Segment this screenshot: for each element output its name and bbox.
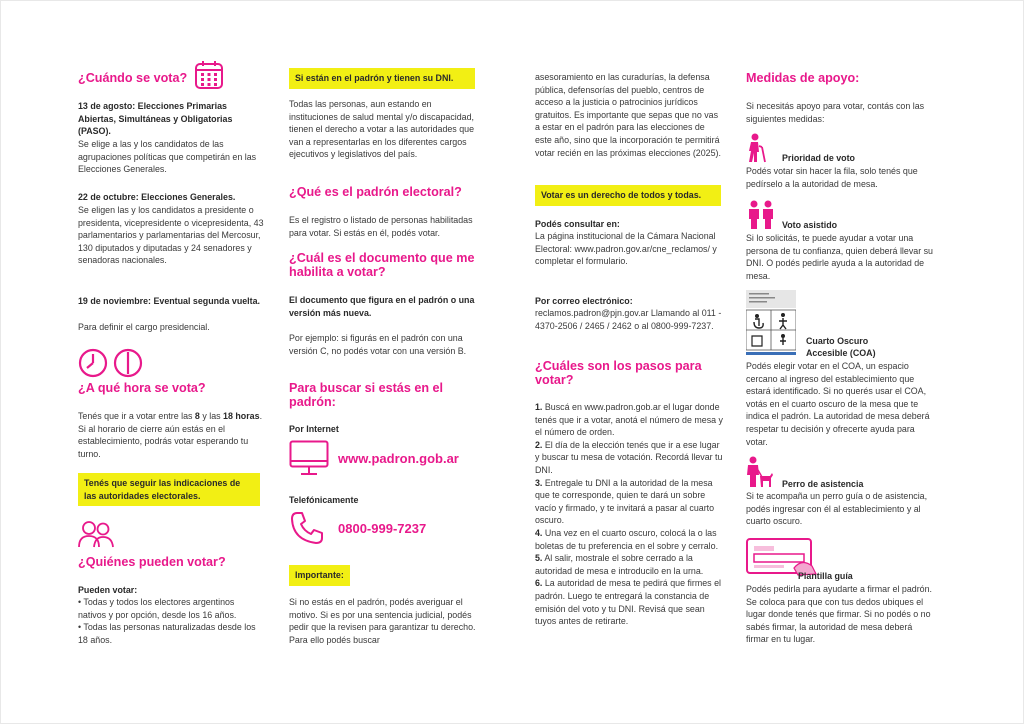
column-3	[535, 0, 723, 724]
intro-text: Todas las personas, aun estando en instituciones de salud mental y/o discapacidad, tienen el derecho a votar a las autoridades que van a representarlas en los diferentes cargos ejecutivos y legislativos del país.	[289, 99, 475, 160]
clock-icon	[78, 348, 144, 378]
doc-example: Por ejemplo: si figurás en el padrón con una versión C, no podés votar con una versión B.	[289, 333, 467, 356]
consult-sub: Podés consultar en:	[535, 219, 620, 229]
general-text: Se eligen las y los candidatos a presidente o presidenta, vicepresidente o vicepresidenta, 43 parlamentarios y parlamentarias del Mercosur, 130 diputados y diputadas y 24 senadores y senadoras nacionales.	[78, 205, 264, 266]
email-sub: Por correo electrónico:	[535, 296, 633, 306]
doc-bold: El documento que figura en el padrón o una versión más nueva.	[289, 295, 475, 318]
list-item: 4. Una vez en el cuarto oscuro, colocá la o las boletas de tu preferencia en el sobre y cerralo.	[535, 527, 719, 551]
priority-text: Podés votar sin hacer la fila, solo tenés que pedírselo a la autoridad de mesa.	[746, 166, 918, 189]
list-item: • Todas las personas naturalizadas desde los 18 años.	[78, 622, 256, 645]
template-title: Plantilla guía	[798, 571, 853, 581]
doc-title: ¿Cuál es el documento que me habilita a votar?	[289, 251, 475, 279]
paso-date: 13 de agosto: Elecciones Primarias Abiertas, Simultáneas y Obligatorias (PASO).	[78, 101, 233, 137]
elderly-person-icon	[746, 133, 768, 163]
column-1	[78, 0, 264, 724]
support-title: Medidas de apoyo:	[746, 71, 860, 85]
list-item: 3. Entregale tu DNI a la autoridad de la mesa que te corresponde, quien te dará un sobre vacío y firmado, y te invitará a pasar al cuarto oscuro.	[535, 477, 715, 526]
phone-label: Telefónicamente	[289, 495, 359, 505]
column-2	[289, 0, 479, 724]
who-list	[78, 596, 264, 646]
support-intro: Si necesitás apoyo para votar, contás con las siguientes medidas:	[746, 101, 925, 124]
calendar-icon	[194, 60, 224, 90]
assisted-title: Voto asistido	[782, 220, 838, 230]
runoff-date: 19 de noviembre: Eventual segunda vuelta.	[78, 296, 260, 306]
coa-title-1: Cuarto Oscuro	[806, 336, 869, 346]
paso-text: Se elige a las y los candidatos de las agrupaciones políticas que competirán en las Elecciones Generales.	[78, 139, 257, 175]
time-title: ¿A qué hora se vota?	[78, 381, 206, 395]
highlight-electoral-authorities: Tenés que seguir las indicaciones de las autoridades electorales.	[78, 473, 260, 506]
coa-title-2: Accesible (COA)	[806, 348, 876, 358]
who-sub: Pueden votar:	[78, 585, 138, 595]
important-text: Si no estás en el padrón, podés averiguar el motivo. Si es por una sentencia judicial, podés pedir que la revisen para garantizar tu derecho. Para ello podés buscar	[289, 597, 476, 645]
steps-title: ¿Cuáles son los pasos para votar?	[535, 359, 702, 387]
phone-icon	[289, 510, 325, 546]
people-icon	[78, 520, 114, 548]
guide-dog-icon	[746, 456, 774, 488]
highlight-right: Votar es un derecho de todos y todas.	[535, 185, 721, 206]
list-item: 5. Al salir, mostrale el sobre cerrado a la autoridad de mesa e introducilo en la urna.	[535, 553, 704, 576]
priority-title: Prioridad de voto	[782, 153, 855, 163]
highlight-padron-dni: Si están en el padrón y tienen su DNI.	[289, 68, 475, 89]
assisted-text: Si lo solicitás, te puede ayudar a votar una persona de tu confianza, quien deberá llevar su DNI. O podés pedirle ayuda a la autoridad de mesa.	[746, 233, 933, 281]
when-title: ¿Cuándo se vota?	[78, 71, 188, 85]
monitor-icon	[289, 440, 329, 476]
accessible-room-sign-icon	[746, 290, 796, 358]
internet-label: Por Internet	[289, 424, 339, 434]
list-item: • Todas y todos los electores argentinos nativos y por opción, desde los 16 años.	[78, 597, 237, 620]
consult-text: La página institucional de la Cámara Nacional Electoral: www.padron.gov.ar/cne_reclamos/ y completar el formulario.	[535, 231, 717, 267]
who-title: ¿Quiénes pueden votar?	[78, 555, 226, 569]
column-4	[746, 0, 936, 724]
coa-text: Podés elegir votar en el COA, un espacio cercano al ingreso del establecimiento que estará identificado. Si no querés usar el COA, votás en el cuarto oscuro de la mesa que te indica el padrón. La autoridad de mesa deberá respetar tu decisión y ofrecerte ayuda para votar.	[746, 361, 930, 447]
general-date: 22 de octubre: Elecciones Generales.	[78, 192, 236, 202]
runoff-text: Para definir el cargo presidencial.	[78, 322, 210, 332]
website-link[interactable]: www.padron.gob.ar	[338, 451, 459, 466]
dog-title: Perro de asistencia	[782, 479, 864, 489]
continuation-text: asesoramiento en las curadurías, la defensa pública, defensorías del pueblo, centros de acceso a la justicia o patrocinios jurídicos gratuitos. Es importante que sepas que no vas a estar en el padrón para las elecciones de este año, sino que la incorporación te permitirá votar recién en las próximas elecciones (2025).	[535, 72, 721, 158]
padron-text: Es el registro o listado de personas habilitadas para votar. Si estás en él, podés votar.	[289, 215, 473, 238]
list-item: 1. Buscá en www.padron.gob.ar el lugar donde tenés que ir a votar, anotá el número de mesa y el número de orden.	[535, 402, 723, 438]
list-item: 2. El día de la elección tenés que ir a ese lugar y buscar tu mesa de votación. Recordá llevar tu DNI.	[535, 439, 723, 475]
time-text: Tenés que ir a votar entre las 8 y las 18 horas. Si al horario de cierre aún estás en el establecimiento, podrás votar esperando tu turno.	[78, 411, 263, 459]
list-item: 6. La autoridad de mesa te pedirá que firmes el padrón. Luego te entregará la constancia de emisión del voto y tu DNI. Revisá que sean tuyos antes de retirarte.	[535, 578, 721, 627]
highlight-important: Importante:	[289, 565, 350, 586]
phone-link[interactable]: 0800-999-7237	[338, 521, 427, 536]
two-people-icon	[746, 200, 776, 230]
dog-text: Si te acompaña un perro guía o de asistencia, podés ingresar con él al establecimiento y al cuarto oscuro.	[746, 491, 928, 527]
email-text: reclamos.padron@pjn.gov.ar Llamando al 011 - 4370-2506 / 2465 / 2462 o al 0800-999-7237.	[535, 308, 722, 331]
padron-title: ¿Qué es el padrón electoral?	[289, 185, 462, 199]
search-title: Para buscar si estás en el padrón:	[289, 381, 444, 409]
template-text: Podés pedirla para ayudarte a firmar el padrón. Se coloca para que con tus dedos ubiques el lugar donde tenés que firmar. Si no podés o no sabés firmar, la autoridad de mesa deberá firmar en tu lugar.	[746, 584, 932, 645]
steps-list	[535, 401, 723, 628]
